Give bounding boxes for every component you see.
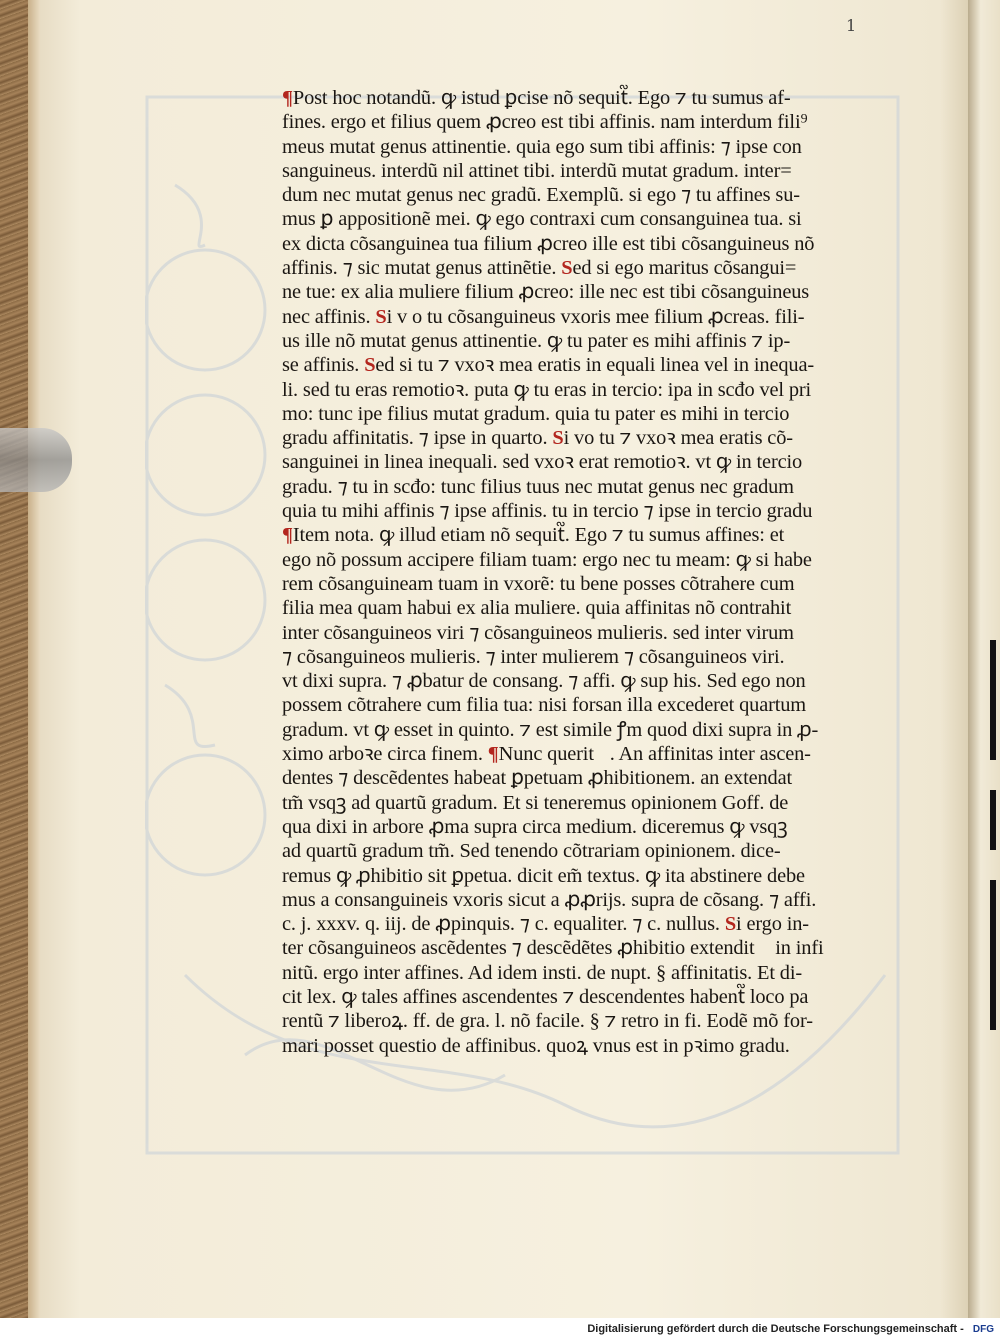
text-segment: li. sed tu eras remotioꝛ. puta ꝙ tu eras in tercio: ipa in scđo vel pri	[282, 378, 812, 401]
text-line	[282, 912, 902, 936]
text-line	[282, 280, 902, 304]
text-line	[282, 426, 902, 450]
text-line	[282, 645, 902, 669]
text-segment: mus ꝑ appositionẽ mei. ꝙ ego contraxi cum consanguinea tua. si	[282, 208, 802, 231]
text-segment: se affinis.	[282, 354, 365, 377]
text-segment: fines. ergo et filius quem ꝓcreo est tibi affinis. nam interdum fili⁹	[282, 111, 808, 134]
pilcrow-rubric: ¶	[487, 743, 499, 766]
text-line	[282, 936, 902, 960]
text-segment: mari posset questio de affinibus. quoꝝ vnus est in pꝛimo gradu.	[282, 1034, 790, 1057]
text-segment: cit lex. ꝙ tales affines ascendentes ⁊ descendentes habent᷑ loco pa	[282, 985, 809, 1008]
facing-page-gutter	[968, 0, 1000, 1318]
text-segment: us ille nõ mutat genus attinentie. ꝙ tu pater es mihi affinis ⁊ ip-	[282, 329, 791, 352]
text-segment: possem cõtrahere cum filia tua: nisi forsan illa excederet quartum	[282, 694, 807, 717]
text-segment: sanguinei in linea inequali. sed vxoꝛ erat remotioꝛ. vt ꝙ in tercio	[282, 451, 803, 474]
text-line	[282, 548, 902, 572]
red-initial: S	[375, 305, 387, 328]
text-segment: nitũ. ergo inter affines. Ad idem insti. de nupt. § affinitatis. Et di-	[282, 961, 802, 984]
text-segment: gradu. ⁊ tu in scđo: tunc filius tuus nec mutat genus nec gradum	[282, 475, 794, 498]
text-line	[282, 961, 902, 985]
text-line	[282, 232, 902, 256]
text-segment: Item nota. ꝙ illud etiam nõ sequit᷑. Ego ⁊ tu sumus affines: et	[292, 524, 785, 547]
text-line	[282, 864, 902, 888]
text-line	[282, 183, 902, 207]
red-initial: S	[724, 913, 737, 936]
text-segment: ne tue: ex alia muliere filium ꝓcreo: ille nec est tibi cõsanguineus	[282, 281, 810, 304]
text-segment: filia mea quam habui ex alia muliere. quia affinitas nõ contrahit᷑	[282, 597, 807, 620]
text-segment: gradu affinitatis. ⁊ ipse in quarto.	[282, 427, 553, 450]
text-segment: ximo arboꝛe circa finem.	[282, 743, 488, 766]
red-initial: S	[561, 257, 573, 280]
folio-number: 1	[846, 16, 857, 35]
pilcrow-rubric: ¶	[282, 87, 293, 109]
page-edges	[28, 0, 40, 1318]
text-segment: c. j. xxxv. q. iij. de ꝓpinquis. ⁊ c. equaliter. ⁊ c. nullus.	[282, 913, 725, 936]
text-line	[282, 523, 902, 547]
text-line	[282, 378, 902, 402]
text-line	[282, 256, 902, 280]
text-line	[282, 402, 902, 426]
text-segment: ad quartũ gradum tm̃. Sed tenendo cõtrariam opinionem. dice-	[282, 840, 781, 863]
text-segment: ed si tu ⁊ vxoꝛ mea eratis in equali linea vel in inequa-	[375, 354, 814, 377]
text-line	[282, 110, 902, 134]
text-line	[282, 329, 902, 353]
text-segment: vt dixi supra. ⁊ ꝓbatur de consang. ⁊ affi. ꝙ sup his. Sed ego non	[282, 670, 806, 693]
text-segment: Post hoc notandũ. ꝙ istud ꝑcise nõ sequit᷑. Ego ⁊ tu sumus af-	[292, 87, 791, 109]
text-line	[282, 475, 902, 499]
text-segment: dum nec mutat genus nec gradũ. Exemplũ. si ego ⁊ tu affines su-	[282, 184, 800, 207]
text-segment: i vo tu ⁊ vxoꝛ mea eratis cõ-	[563, 427, 793, 450]
text-line	[282, 86, 902, 110]
text-segment: qua dixi in arbore ꝓma supra circa medium. diceremus ꝙ vsqꝫ	[282, 815, 788, 838]
text-line	[282, 985, 902, 1009]
text-line	[282, 207, 902, 231]
text-line	[282, 450, 902, 474]
text-segment: ⁊ cõsanguineos mulieris. ⁊ inter mulierem ⁊ cõsanguineos viri.	[282, 645, 785, 668]
text-line	[282, 815, 902, 839]
text-line	[282, 888, 902, 912]
text-segment: rentũ ⁊ liberoꝝ. ff. de gra. l. nõ facile. § ⁊ retro in fi. Eodẽ mõ for-	[282, 1010, 813, 1033]
text-segment: ex dicta cõsanguinea tua filium ꝓcreo ille est tibi cõsanguineus nõ	[282, 232, 815, 255]
text-line	[282, 693, 902, 717]
facing-page-text-fragment	[990, 640, 996, 760]
text-column	[282, 86, 902, 1058]
text-line	[282, 353, 902, 377]
text-segment: ed si ego maritus cõsangui=	[572, 257, 797, 280]
text-line	[282, 742, 902, 766]
pilcrow-rubric: ¶	[282, 524, 293, 547]
text-line	[282, 596, 902, 620]
red-initial: S	[552, 427, 564, 450]
text-segment: nec affinis.	[282, 305, 376, 328]
text-segment: ter cõsanguineos ascẽdentes ⁊ descẽdẽtes ꝓhibitio extendit᷑ in infi	[282, 937, 824, 960]
text-segment: tm̃ vsqꝫ ad quartũ gradum. Et si teneremus opinionem Goff. de	[282, 791, 789, 814]
text-segment: remus ꝙ ꝓhibitio sit ꝑpetua. dicit em̃ textus. ꝙ ita abstinere debe	[282, 864, 805, 887]
text-line	[282, 718, 902, 742]
text-segment: rem cõsanguineam tuam in vxorẽ: tu bene posses cõtrahere cum	[282, 572, 795, 595]
footer-credit: Digitalisierung gefördert durch die Deutsche Forschungsgemeinschaft -	[587, 1323, 964, 1335]
page-clip	[0, 428, 72, 492]
red-initial: S	[364, 354, 376, 377]
facing-page-text-fragment	[990, 880, 996, 1030]
text-line	[282, 766, 902, 790]
text-line	[282, 839, 902, 863]
text-line	[282, 135, 902, 159]
text-segment: dentes ⁊ descẽdentes habeat ꝑpetuam ꝓhibitionem. an extendat᷑	[282, 767, 808, 790]
text-line	[282, 305, 902, 329]
facing-page-text-fragment	[990, 790, 996, 850]
text-segment: quia tu mihi affinis ⁊ ipse affinis. tu in tercio ⁊ ipse in tercio gradu	[282, 500, 813, 523]
text-segment: sanguineus. interdũ nil attinet tibi. interdũ mutat gradum. inter=	[282, 159, 792, 182]
text-line	[282, 669, 902, 693]
text-line	[282, 159, 902, 183]
text-segment: Nunc querit᷑. An affinitas inter ascen-	[498, 743, 811, 766]
text-segment: gradum. vt ꝙ esset in quinto. ⁊ est simile ꝭm quod dixi supra in ꝓ-	[282, 718, 819, 741]
dfg-logo: DFG	[972, 1324, 994, 1335]
text-line	[282, 572, 902, 596]
text-line	[282, 1009, 902, 1033]
text-segment: affinis. ⁊ sic mutat genus attinẽtie.	[282, 257, 562, 280]
text-segment: mus a consanguineis vxoris sicut a ꝓꝓrijs. supra de cõsang. ⁊ affi.	[282, 888, 817, 911]
text-line	[282, 791, 902, 815]
text-segment: inter cõsanguineos viri ⁊ cõsanguineos mulieris. sed inter virum	[282, 621, 794, 644]
text-line	[282, 621, 902, 645]
text-line	[282, 1034, 902, 1058]
text-segment: i ergo in-	[736, 913, 809, 936]
digitization-footer	[0, 1318, 1000, 1340]
text-segment: i v o tu cõsanguineus vxoris mee filium ꝓcreas. fili-	[386, 305, 805, 328]
text-line	[282, 499, 902, 523]
text-segment: meus mutat genus attinentie. quia ego sum tibi affinis: ⁊ ipse con	[282, 135, 802, 158]
text-segment: mo: tunc ipe filius mutat gradum. quia tu pater es mihi in tercio	[282, 402, 790, 425]
text-segment: ego nõ possum accipere filiam tuam: ergo nec tu meam: ꝙ si habe	[282, 548, 812, 571]
